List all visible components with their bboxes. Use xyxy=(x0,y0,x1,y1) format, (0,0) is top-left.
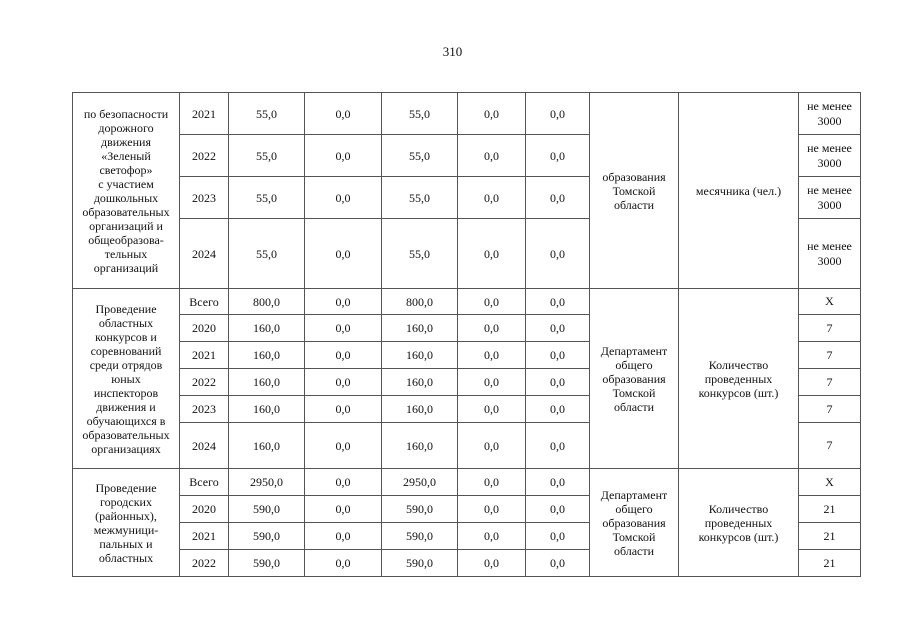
total-amount-cell-text: 160,0 xyxy=(253,402,280,416)
indicator-name-cell-text: месячника (чел.) xyxy=(695,183,782,198)
total-amount-cell-text: 55,0 xyxy=(256,148,277,163)
other-amount-cell xyxy=(526,523,590,550)
other-amount-cell-text: 0,0 xyxy=(550,106,565,121)
indicator-target-cell-text: не менее 3000 xyxy=(807,182,852,212)
federal-amount-cell-text: 0,0 xyxy=(335,190,351,205)
indicator-target-cell-text: 7 xyxy=(826,320,833,335)
other-amount-cell-text: 0,0 xyxy=(550,348,565,362)
indicator-name-cell-text: Количество проведенных конкурсов (шт.) xyxy=(698,357,779,400)
total-amount-cell xyxy=(229,177,305,219)
regional-amount-cell xyxy=(382,315,458,342)
year-cell xyxy=(180,135,229,177)
federal-amount-cell-text: 0,0 xyxy=(335,475,351,489)
local-amount-cell-text: 0,0 xyxy=(484,529,499,543)
indicator-target-cell xyxy=(799,469,861,496)
other-amount-cell xyxy=(526,219,590,289)
total-amount-cell-text: 160,0 xyxy=(253,348,280,362)
total-amount-cell xyxy=(229,219,305,289)
year-cell xyxy=(180,289,229,315)
regional-amount-cell xyxy=(382,550,458,577)
other-amount-cell xyxy=(526,550,590,577)
regional-amount-cell xyxy=(382,93,458,135)
other-amount-cell xyxy=(526,177,590,219)
total-amount-cell-text: 55,0 xyxy=(256,246,277,261)
regional-amount-cell-text: 55,0 xyxy=(409,148,430,163)
total-amount-cell xyxy=(229,93,305,135)
federal-amount-cell-text: 0,0 xyxy=(335,556,351,570)
federal-amount-cell xyxy=(305,315,382,342)
total-amount-cell-text: 590,0 xyxy=(253,556,280,570)
local-amount-cell xyxy=(458,496,526,523)
federal-amount-cell xyxy=(305,135,382,177)
total-amount-cell-text: 590,0 xyxy=(253,502,280,516)
regional-amount-cell xyxy=(382,369,458,396)
indicator-name-cell xyxy=(679,469,799,577)
total-amount-cell xyxy=(229,423,305,469)
activity-description-cell-text: Проведение областных конкурсов и соревнований среди отрядов юных инспекторов движения и обучающихся в образовательных организациях xyxy=(82,301,170,456)
indicator-target-cell xyxy=(799,342,861,369)
federal-amount-cell xyxy=(305,423,382,469)
year-cell-text: 2021 xyxy=(192,106,216,121)
total-amount-cell-text: 160,0 xyxy=(253,375,280,389)
local-amount-cell-text: 0,0 xyxy=(484,148,499,163)
local-amount-cell xyxy=(458,523,526,550)
local-amount-cell xyxy=(458,369,526,396)
year-cell xyxy=(180,469,229,496)
year-cell xyxy=(180,396,229,423)
responsible-organization-cell-text: образования Томской области xyxy=(602,169,666,212)
total-amount-cell-text: 590,0 xyxy=(253,529,280,543)
federal-amount-cell xyxy=(305,550,382,577)
federal-amount-cell-text: 0,0 xyxy=(335,375,351,389)
indicator-target-cell xyxy=(799,177,861,219)
table-body xyxy=(73,93,861,577)
responsible-organization-cell-text: Департамент общего образования Томской области xyxy=(600,487,668,558)
local-amount-cell xyxy=(458,289,526,315)
year-cell-text: 2024 xyxy=(192,246,216,261)
indicator-target-cell-text: не менее 3000 xyxy=(807,238,852,268)
year-cell xyxy=(180,342,229,369)
regional-amount-cell-text: 160,0 xyxy=(406,438,433,453)
local-amount-cell xyxy=(458,93,526,135)
total-amount-cell xyxy=(229,550,305,577)
regional-amount-cell xyxy=(382,423,458,469)
regional-amount-cell-text: 590,0 xyxy=(406,502,433,516)
total-amount-cell-text: 55,0 xyxy=(256,106,277,121)
regional-amount-cell xyxy=(382,177,458,219)
regional-amount-cell xyxy=(382,469,458,496)
year-cell xyxy=(180,523,229,550)
local-amount-cell-text: 0,0 xyxy=(484,294,499,309)
federal-amount-cell-text: 0,0 xyxy=(335,529,351,543)
indicator-target-cell-text: 7 xyxy=(826,347,833,362)
regional-amount-cell-text: 55,0 xyxy=(409,106,430,121)
indicator-target-cell xyxy=(799,496,861,523)
activity-description-cell-text: Проведение городских (районных), межмуници- пальных и областных xyxy=(93,480,159,565)
other-amount-cell xyxy=(526,135,590,177)
total-amount-cell xyxy=(229,289,305,315)
regional-amount-cell-text: 160,0 xyxy=(406,348,433,362)
total-amount-cell xyxy=(229,496,305,523)
local-amount-cell-text: 0,0 xyxy=(484,106,499,121)
page-number: 310 xyxy=(442,44,463,59)
regional-amount-cell xyxy=(382,289,458,315)
activity-description-cell xyxy=(73,469,180,577)
indicator-target-cell xyxy=(799,219,861,289)
federal-amount-cell-text: 0,0 xyxy=(335,148,351,163)
regional-amount-cell-text: 800,0 xyxy=(406,294,433,309)
year-cell xyxy=(180,369,229,396)
other-amount-cell xyxy=(526,342,590,369)
regional-amount-cell xyxy=(382,342,458,369)
other-amount-cell xyxy=(526,315,590,342)
indicator-target-cell-text: 7 xyxy=(826,374,833,389)
regional-amount-cell xyxy=(382,135,458,177)
other-amount-cell xyxy=(526,469,590,496)
other-amount-cell-text: 0,0 xyxy=(550,294,565,309)
total-amount-cell-text: 160,0 xyxy=(253,321,280,335)
other-amount-cell xyxy=(526,289,590,315)
federal-amount-cell xyxy=(305,469,382,496)
total-amount-cell xyxy=(229,523,305,550)
indicator-target-cell xyxy=(799,289,861,315)
year-cell-text: 2022 xyxy=(192,556,216,570)
year-cell-text: 2021 xyxy=(192,348,216,362)
federal-amount-cell-text: 0,0 xyxy=(335,294,351,309)
total-amount-cell xyxy=(229,135,305,177)
other-amount-cell-text: 0,0 xyxy=(550,402,565,416)
total-amount-cell-text: 800,0 xyxy=(253,294,280,309)
indicator-name-cell xyxy=(679,93,799,289)
responsible-organization-cell xyxy=(590,93,679,289)
year-cell xyxy=(180,496,229,523)
other-amount-cell-text: 0,0 xyxy=(550,475,565,489)
local-amount-cell xyxy=(458,469,526,496)
table-row xyxy=(73,289,861,315)
federal-amount-cell xyxy=(305,177,382,219)
total-amount-cell-text: 55,0 xyxy=(256,190,277,205)
year-cell-text: 2021 xyxy=(192,529,216,543)
local-amount-cell xyxy=(458,135,526,177)
year-cell-text: Всего xyxy=(189,294,219,309)
other-amount-cell-text: 0,0 xyxy=(550,321,565,335)
regional-amount-cell xyxy=(382,523,458,550)
year-cell xyxy=(180,177,229,219)
other-amount-cell-text: 0,0 xyxy=(550,375,565,389)
indicator-name-cell xyxy=(679,289,799,469)
table-row xyxy=(73,93,861,135)
year-cell xyxy=(180,93,229,135)
local-amount-cell-text: 0,0 xyxy=(484,190,499,205)
indicator-target-cell xyxy=(799,369,861,396)
local-amount-cell-text: 0,0 xyxy=(484,348,499,362)
total-amount-cell xyxy=(229,396,305,423)
other-amount-cell-text: 0,0 xyxy=(550,438,565,453)
local-amount-cell-text: 0,0 xyxy=(484,475,499,489)
federal-amount-cell xyxy=(305,93,382,135)
regional-amount-cell xyxy=(382,219,458,289)
total-amount-cell xyxy=(229,369,305,396)
local-amount-cell-text: 0,0 xyxy=(484,246,499,261)
federal-amount-cell xyxy=(305,219,382,289)
indicator-target-cell-text: не менее 3000 xyxy=(807,140,852,170)
regional-amount-cell-text: 160,0 xyxy=(406,402,433,416)
year-cell-text: Всего xyxy=(189,475,219,489)
federal-amount-cell-text: 0,0 xyxy=(335,348,351,362)
other-amount-cell-text: 0,0 xyxy=(550,246,565,261)
federal-amount-cell xyxy=(305,342,382,369)
year-cell-text: 2020 xyxy=(192,502,216,516)
year-cell-text: 2024 xyxy=(192,438,216,453)
indicator-target-cell-text: 21 xyxy=(823,501,836,516)
year-cell xyxy=(180,315,229,342)
year-cell-text: 2022 xyxy=(192,375,216,389)
activity-description-cell-text: по безопасности дорожного движения «Зеленый светофор» с участием дошкольных образовательных организаций и общеобразова- тельных организаций xyxy=(82,106,170,275)
other-amount-cell-text: 0,0 xyxy=(550,502,565,516)
other-amount-cell xyxy=(526,423,590,469)
total-amount-cell-text: 2950,0 xyxy=(250,475,283,489)
year-cell-text: 2023 xyxy=(192,190,216,205)
other-amount-cell xyxy=(526,396,590,423)
indicator-name-cell-text: Количество проведенных конкурсов (шт.) xyxy=(698,501,779,544)
local-amount-cell xyxy=(458,177,526,219)
other-amount-cell-text: 0,0 xyxy=(550,190,565,205)
indicator-target-cell-text: не менее 3000 xyxy=(807,98,852,128)
other-amount-cell xyxy=(526,369,590,396)
total-amount-cell xyxy=(229,469,305,496)
regional-amount-cell-text: 590,0 xyxy=(406,529,433,543)
total-amount-cell-text: 160,0 xyxy=(253,438,280,453)
responsible-organization-cell xyxy=(590,289,679,469)
regional-amount-cell xyxy=(382,396,458,423)
indicator-target-cell xyxy=(799,423,861,469)
federal-amount-cell-text: 0,0 xyxy=(335,402,351,416)
indicator-target-cell xyxy=(799,315,861,342)
year-cell xyxy=(180,550,229,577)
indicator-target-cell-text: 7 xyxy=(826,438,833,452)
indicator-target-cell xyxy=(799,135,861,177)
regional-amount-cell-text: 55,0 xyxy=(409,246,430,261)
federal-amount-cell xyxy=(305,396,382,423)
local-amount-cell-text: 0,0 xyxy=(484,321,499,335)
indicator-target-cell-text: 7 xyxy=(826,401,833,416)
regional-amount-cell-text: 2950,0 xyxy=(403,475,436,489)
indicator-target-cell-text: 21 xyxy=(823,528,836,543)
program-table xyxy=(72,92,861,577)
local-amount-cell xyxy=(458,396,526,423)
other-amount-cell-text: 0,0 xyxy=(550,529,565,543)
federal-amount-cell xyxy=(305,496,382,523)
indicator-target-cell xyxy=(799,396,861,423)
year-cell-text: 2022 xyxy=(192,148,216,163)
federal-amount-cell xyxy=(305,523,382,550)
local-amount-cell-text: 0,0 xyxy=(484,438,499,453)
regional-amount-cell-text: 160,0 xyxy=(406,321,433,335)
year-cell-text: 2020 xyxy=(192,321,216,335)
federal-amount-cell-text: 0,0 xyxy=(335,438,351,453)
other-amount-cell-text: 0,0 xyxy=(550,148,565,163)
federal-amount-cell-text: 0,0 xyxy=(335,502,351,516)
year-cell xyxy=(180,423,229,469)
activity-description-cell xyxy=(73,93,180,289)
local-amount-cell xyxy=(458,550,526,577)
total-amount-cell xyxy=(229,315,305,342)
local-amount-cell xyxy=(458,219,526,289)
responsible-organization-cell-text: Департамент общего образования Томской области xyxy=(600,343,668,414)
local-amount-cell-text: 0,0 xyxy=(484,402,499,416)
federal-amount-cell xyxy=(305,289,382,315)
federal-amount-cell-text: 0,0 xyxy=(335,246,351,261)
federal-amount-cell xyxy=(305,369,382,396)
total-amount-cell xyxy=(229,342,305,369)
year-cell-text: 2023 xyxy=(192,402,216,416)
indicator-target-cell-text: Х xyxy=(825,474,834,489)
indicator-target-cell-text: Х xyxy=(825,294,834,308)
indicator-target-cell-text: 21 xyxy=(823,555,836,570)
local-amount-cell-text: 0,0 xyxy=(484,556,499,570)
year-cell xyxy=(180,219,229,289)
indicator-target-cell xyxy=(799,523,861,550)
regional-amount-cell-text: 590,0 xyxy=(406,556,433,570)
other-amount-cell xyxy=(526,93,590,135)
other-amount-cell-text: 0,0 xyxy=(550,556,565,570)
local-amount-cell xyxy=(458,342,526,369)
regional-amount-cell xyxy=(382,496,458,523)
federal-amount-cell-text: 0,0 xyxy=(335,106,351,121)
regional-amount-cell-text: 160,0 xyxy=(406,375,433,389)
local-amount-cell-text: 0,0 xyxy=(484,502,499,516)
indicator-target-cell xyxy=(799,93,861,135)
local-amount-cell-text: 0,0 xyxy=(484,375,499,389)
indicator-target-cell xyxy=(799,550,861,577)
federal-amount-cell-text: 0,0 xyxy=(335,321,351,335)
table-row xyxy=(73,469,861,496)
local-amount-cell xyxy=(458,423,526,469)
activity-description-cell xyxy=(73,289,180,469)
regional-amount-cell-text: 55,0 xyxy=(409,190,430,205)
other-amount-cell xyxy=(526,496,590,523)
responsible-organization-cell xyxy=(590,469,679,577)
local-amount-cell xyxy=(458,315,526,342)
